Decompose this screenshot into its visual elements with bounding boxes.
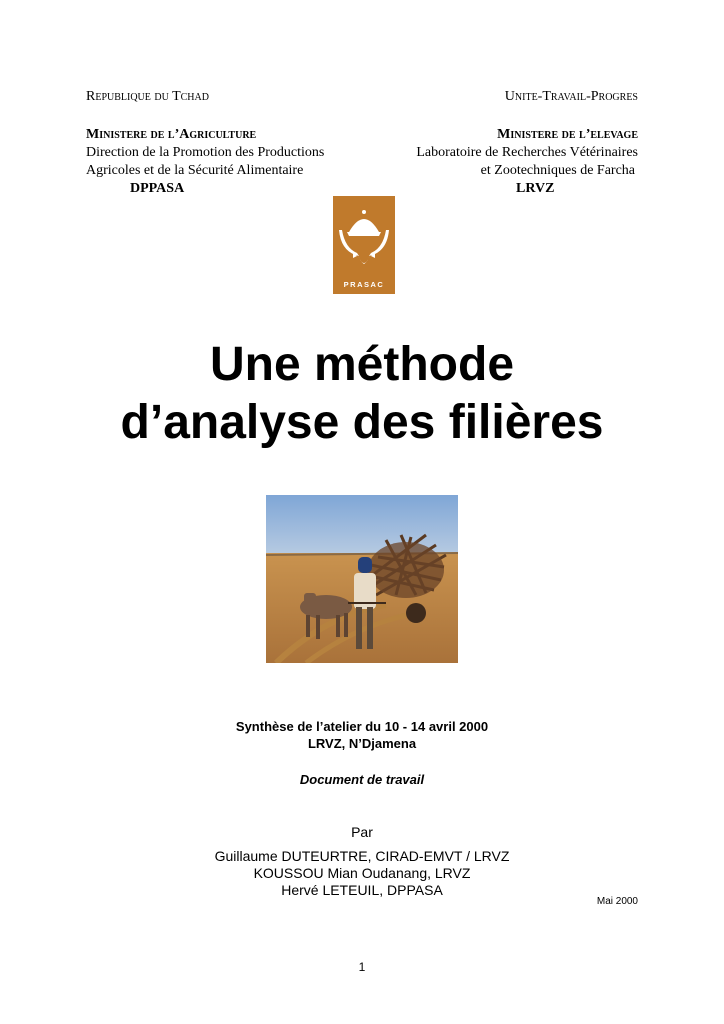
right-ministry-name: Ministere de l’elevage xyxy=(497,127,638,142)
left-ministry-line2: Agricoles et de la Sécurité Alimentaire xyxy=(86,163,304,178)
document-date: Mai 2000 xyxy=(596,896,638,907)
page-number: 1 xyxy=(358,960,366,974)
right-ministry-line1: Laboratoire de Recherches Vétérinaires xyxy=(416,145,638,160)
left-ministry-name: Ministere de l’Agriculture xyxy=(86,127,257,142)
prasac-emblem-icon xyxy=(333,196,395,294)
logo-text: PRASAC xyxy=(343,280,385,289)
author-2: KOUSSOU Mian Oudanang, LRVZ xyxy=(253,865,471,881)
subtitle-line2: LRVZ, N’Djamena xyxy=(307,736,417,751)
by-label: Par xyxy=(351,824,373,840)
title-line1: Une méthode xyxy=(209,338,515,391)
title-line2: d’analyse des filières xyxy=(120,396,604,449)
left-ministry-acronym: DPPASA xyxy=(130,181,185,196)
prasac-logo xyxy=(333,196,395,294)
motto-label: Unite-Travail-Progres xyxy=(504,89,638,104)
author-3: Hervé LETEUIL, DPPASA xyxy=(281,882,443,898)
cover-photo xyxy=(266,495,458,663)
document-title xyxy=(0,336,724,452)
country-label: Republique du Tchad xyxy=(86,89,209,104)
left-ministry-line1: Direction de la Promotion des Productions xyxy=(86,145,325,160)
right-ministry-acronym: LRVZ xyxy=(516,181,555,196)
document-type: Document de travail xyxy=(299,772,425,787)
subtitle-line1: Synthèse de l’atelier du 10 - 14 avril 2000 xyxy=(235,719,489,734)
right-ministry-line2: et Zootechniques de Farcha xyxy=(480,163,635,178)
author-1: Guillaume DUTEURTRE, CIRAD-EMVT / LRVZ xyxy=(214,848,510,864)
